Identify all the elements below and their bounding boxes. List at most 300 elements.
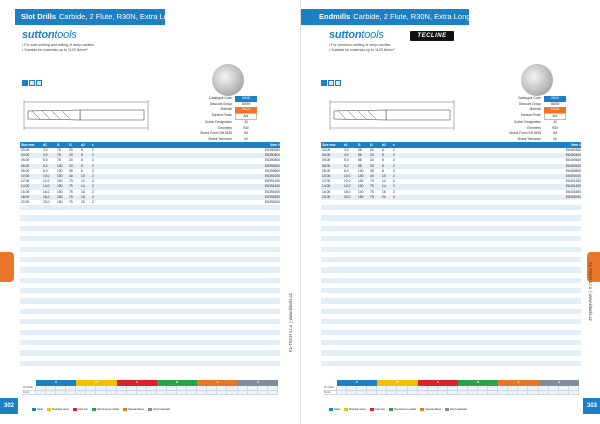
cutting-data-cell [569,391,579,395]
cutting-data-cell [458,391,468,395]
table-cell: 6 [382,153,384,158]
table-cell: 75 [370,184,374,189]
cutting-data-cell [268,391,278,395]
table-cell: 3,0 [344,148,349,152]
table-header-cell: l2 [69,143,72,147]
table-header-cell: Item # [270,143,280,147]
cutting-data-cell [569,386,579,390]
cutting-data-cell [127,386,137,390]
table-cell: 100 [57,163,63,168]
cutting-data-cell [96,386,106,390]
product-title-bar: Slot Drills Carbide, 2 Flute, R30N, Extra Long [15,9,165,25]
table-header-cell: Size mm [21,143,35,147]
spec-value: R30 [552,125,558,130]
cutting-data-cell [559,391,569,395]
table-cell: 6 [81,148,83,152]
spec-label: Geometry [218,125,232,130]
cutting-data-cell [268,386,278,390]
cutting-data-cell [458,386,468,390]
spec-value: 36559 [241,101,251,106]
legend-swatch [148,408,152,411]
cutting-data-cell [528,386,538,390]
spec-label: Sutton Designation [205,120,232,124]
table-cell: 8,0 [43,168,48,173]
table-cell: 150 [57,199,63,204]
table-cell: 14.00 [322,184,331,189]
cutting-data-cell [86,386,96,390]
material-group-m: M [377,380,417,386]
table-cell: 8 [81,168,83,173]
table-cell: E6390800 [264,168,280,173]
cutting-data-cell [418,386,428,390]
table-header-cell: z [92,143,94,147]
legend-swatch [73,408,77,411]
product-table [321,142,581,366]
spec-label: Shank Form DIN 6535 [200,131,232,135]
table-cell: 08.00 [21,168,30,173]
table-cell: 03.00 [322,148,331,152]
table-cell: 12.00 [21,179,30,184]
table-cell: 2 [92,153,94,158]
table-cell: 2 [393,194,395,199]
cutting-data-cell [347,391,357,395]
table-cell: 20 [370,158,374,163]
legend-label: Special alloys [425,408,441,411]
tool-photo [212,64,244,96]
cutting-data-cell [107,386,117,390]
flute-icon [335,80,341,86]
coating-icon [328,80,334,86]
cutting-data-cell [197,391,207,395]
spec-value: h6 [244,136,248,141]
cutting-data-cell [66,391,76,395]
table-cell: 10,0 [43,173,50,178]
tool-drawing-icon [20,98,152,132]
table-cell: 16,0 [43,189,50,194]
material-group-h: H [539,380,579,386]
tool-photo [521,64,553,96]
cutting-data-cell [528,391,538,395]
table-cell: 150 [57,179,63,184]
table-cell: 14,0 [344,184,351,189]
catalogue-page-right [300,0,600,424]
table-cell: 150 [358,194,364,199]
table-cell: 20 [382,194,386,199]
table-cell: 5,0 [344,158,349,163]
cutting-data-cell [518,391,528,395]
product-title-bar: Endmills Carbide, 2 Flute, R30N, Extra Long [301,9,469,25]
feature-icons [321,80,341,86]
table-cell: 16.00 [322,189,331,194]
cutting-data-label: Vc m/min [22,386,36,390]
legend-label: Hard materials [152,408,170,411]
spec-value: 36559 [550,101,560,106]
table-cell: 2 [92,194,94,199]
cutting-data-cell [107,391,117,395]
table-cell: E6401000 [565,173,581,178]
spec-value: R30 [243,125,249,130]
cutting-data-cell [86,391,96,395]
material-group-s: S [197,380,237,386]
cutting-data-cell [238,386,248,390]
table-cell: 75 [69,199,73,204]
spec-label: Discount Group [209,101,232,106]
cutting-data-cell [147,391,157,395]
cutting-data-cell [137,386,147,390]
cutting-data-cell [367,391,377,395]
legend-item [47,408,69,411]
cutting-data-cell [137,391,147,395]
spec-value: HA [552,131,558,135]
table-cell: 2 [92,173,94,178]
table-cell: 75 [370,189,374,194]
table-cell: 100 [358,173,364,178]
cutting-data-row [323,391,579,396]
cutting-data-cell [147,386,157,390]
table-cell: 35 [370,168,374,173]
legend-item [389,408,416,411]
feature-item: • For safe slotting and milling of deep cavities [22,43,94,47]
spec-label: Shank Tolerance [517,136,541,141]
table-cell: 2 [92,199,94,204]
spec-table [180,96,257,142]
table-cell: 100 [358,179,364,184]
table-cell: 20.00 [322,194,331,199]
table-cell: 2 [92,158,94,163]
table-cell: 100 [57,168,63,173]
table-cell: 12.00 [322,179,331,184]
table-cell: 2 [393,189,395,194]
tecline-logo: TECLINE [410,31,454,41]
cutting-data-cell [357,386,367,390]
cutting-data-cell [488,391,498,395]
table-cell: 20 [69,158,73,163]
cutting-data-cell [248,386,258,390]
cutting-data-cell [46,386,56,390]
cutting-data-cell [498,386,508,390]
cutting-data-cell [559,386,569,390]
table-cell: E6401400 [565,184,581,189]
cutting-data-cell [227,386,237,390]
cutting-data-cell [549,386,559,390]
table-cell: 14 [81,184,85,189]
cutting-data-cell [357,391,367,395]
table-row[interactable] [20,200,280,205]
spec-label: Catalogue Code [517,96,541,100]
table-cell: 20,0 [344,194,351,199]
material-group-p: P [36,380,76,386]
cutting-data-cell [518,386,528,390]
feature-item: • Suitable for materials up to 1100 N/mm² [329,48,395,52]
cutting-data-cell [56,391,66,395]
table-cell: 03.00 [21,148,30,152]
cutting-data-cell [36,391,46,395]
cutting-data-cell [367,386,377,390]
cutting-data-cell [197,386,207,390]
table-cell: 2 [393,148,395,152]
cutting-data-cell [258,391,268,395]
spec-label: Shank Tolerance [208,136,232,141]
table-cell: 12 [382,179,386,184]
legend-swatch [47,408,51,411]
table-cell: 18.00 [21,194,30,199]
material-group-k: K [117,380,157,386]
table-cell: E6401200 [565,179,581,184]
material-legend [32,408,170,411]
cutting-data-cell [187,391,197,395]
cutting-data-cell [448,391,458,395]
spec-label: Catalogue Code [208,96,232,100]
table-cell: 150 [57,194,63,199]
material-group-s: S [498,380,538,386]
table-header-cell: d1 [43,143,47,147]
brand-logo: suttontools [22,29,77,41]
table-cell: 05.00 [322,158,331,163]
spec-value: SUCA [235,107,257,113]
cutting-data-cell [418,391,428,395]
legend-item [329,408,340,411]
cutting-data-cell [76,386,86,390]
table-cell: 100 [358,168,364,173]
table-cell: 06.00 [322,163,331,168]
table-cell: 20 [370,153,374,158]
feature-item: • Suitable for materials up to 1100 N/mm² [22,48,88,52]
legend-label: Special alloys [128,408,144,411]
table-cell: 12 [81,179,85,184]
cutting-data-cell [207,386,217,390]
table-cell: 3,0 [43,148,48,152]
table-cell: 75 [57,158,61,163]
cutting-data-cell [428,391,438,395]
side-text: KL-TECH s.r.o. | www.kltools.cz [288,293,293,352]
table-cell: E6400600 [565,163,581,168]
section-tab[interactable] [0,252,14,282]
legend-swatch [92,408,96,411]
cutting-data-label: fz mm [323,391,337,395]
table-cell: 70 [69,179,73,184]
spec-value: E638 [235,96,257,102]
cutting-data-cell [438,391,448,395]
legend-label: Hard materials [449,408,467,411]
product-table [20,142,280,366]
material-legend [329,408,467,411]
spec-label: Material [529,107,541,111]
spec-row [489,113,566,121]
table-cell: 18,0 [43,194,50,199]
table-header-cell: l1 [358,143,361,147]
table-filler-row [321,361,581,366]
table-cell: 6 [81,153,83,158]
table-cell: 30 [69,163,73,168]
table-cell: 12,0 [43,179,50,184]
table-filler-row [20,361,280,366]
cutting-data-cell [66,386,76,390]
table-cell: 05.00 [21,158,30,163]
table-cell: E6401600 [565,189,581,194]
table-cell: 8,0 [344,168,349,173]
legend-item [445,408,467,411]
cutting-data-cell [508,391,518,395]
cutting-data-label: Vc m/min [323,386,337,390]
table-cell: 2 [393,158,395,163]
table-header-cell: Item # [571,143,581,147]
legend-swatch [329,408,333,411]
table-header-cell: Size mm [322,143,336,147]
cutting-data-cell [167,391,177,395]
spec-label: Shank Form DIN 6535 [509,131,541,135]
table-cell: 10 [81,173,85,178]
table-cell: 25 [370,163,374,168]
spec-label: Surface Finish [211,112,232,117]
table-cell: 20 [370,148,374,152]
cutting-data-cell [217,391,227,395]
table-cell: 6,0 [344,163,349,168]
material-group-n: N [458,380,498,386]
table-cell: 8 [382,168,384,173]
cutting-data-cell [539,391,549,395]
cutting-data-cell [117,386,127,390]
feature-list [22,43,94,53]
table-header-cell: d2 [382,143,386,147]
side-text: KL-TECH s.r.o. | www.kltools.cz [588,262,593,321]
table-cell: 20 [69,153,73,158]
cutting-data-cell [478,386,488,390]
table-cell: E6402000 [565,194,581,199]
brand-logo: suttontools [329,29,384,41]
table-cell: 58 [358,163,362,168]
table-cell: 4,0 [344,153,349,158]
table-cell: 2 [393,163,395,168]
table-cell: 6,0 [43,163,48,168]
table-cell: 75 [69,194,73,199]
cutting-data-cell [539,386,549,390]
table-cell: 2 [393,173,395,178]
table-cell: E6391800 [264,194,280,199]
table-cell: E6391400 [264,184,280,189]
table-cell: 100 [358,184,364,189]
spec-value: HA [243,131,249,135]
cutting-data-cell [549,391,559,395]
spec-value: 30 [553,120,557,124]
table-cell: 2 [92,184,94,189]
table-cell: 10 [382,173,386,178]
legend-swatch [445,408,449,411]
table-cell: 2 [393,168,395,173]
cutting-data-table [22,380,278,395]
cutting-data-cell [428,386,438,390]
table-cell: 14,0 [43,184,50,189]
spec-label: Sutton Designation [514,120,541,124]
table-cell: 6 [382,163,384,168]
cutting-data-cell [397,391,407,395]
table-cell: E6391000 [264,173,280,178]
table-cell: 58 [358,148,362,152]
table-cell: 08.00 [322,168,331,173]
table-cell: E6400400 [565,153,581,158]
cutting-data-cell [46,391,56,395]
table-cell: 5,0 [43,158,48,163]
cutting-data-cell [478,391,488,395]
legend-item [123,408,144,411]
table-cell: 20 [69,148,73,152]
table-cell: 75 [69,189,73,194]
table-cell: 58 [358,153,362,158]
table-cell: 2 [92,148,94,152]
table-cell: E6391600 [264,189,280,194]
feature-item: • For precision slotting of deep cavities [329,43,391,47]
material-group-h: H [238,380,278,386]
table-cell: 35 [69,168,73,173]
legend-label: Cast iron [77,408,89,411]
spec-value: 30 [244,120,248,124]
table-cell: 16.00 [21,189,30,194]
table-cell: 4,0 [43,153,48,158]
spec-value: E640 [544,96,566,102]
legend-label: Stainless steel [348,408,366,411]
coating-icon [29,80,35,86]
spec-value: h6 [553,136,557,141]
legend-swatch [123,408,127,411]
cutting-data-cell [387,391,397,395]
cutting-data-cell [397,386,407,390]
cutting-data-cell [387,386,397,390]
table-header-cell: d2 [81,143,85,147]
cutting-data-cell [177,391,187,395]
table-cell: 16 [81,189,85,194]
table-cell: 10,0 [344,173,351,178]
cutting-data-cell [167,386,177,390]
legend-item [32,408,43,411]
legend-swatch [344,408,348,411]
legend-label: Stainless steel [51,408,69,411]
cutting-data-cell [508,386,518,390]
cutting-data-cell [337,391,347,395]
table-cell: 18 [81,194,85,199]
cutting-data-cell [187,386,197,390]
table-cell: 6 [382,158,384,163]
cutting-data-cell [408,391,418,395]
table-header-cell: d1 [344,143,348,147]
table-cell: 16,0 [344,189,351,194]
cutting-data-cell [468,391,478,395]
cutting-data-cell [337,386,347,390]
cutting-data-cell [177,386,187,390]
table-cell: 04.00 [322,153,331,158]
table-cell: 04.00 [21,153,30,158]
table-cell: 100 [57,173,63,178]
legend-swatch [32,408,36,411]
legend-item [344,408,366,411]
table-cell: 150 [57,189,63,194]
spec-value: Ahr [544,113,566,121]
feature-icons [22,80,42,86]
table-row[interactable] [321,195,581,200]
cutting-data-cell [248,391,258,395]
cutting-data-cell [498,391,508,395]
table-cell: 150 [57,184,63,189]
table-cell: 40 [69,173,73,178]
cutting-data-cell [488,386,498,390]
table-cell: 2 [92,163,94,168]
material-group-m: M [76,380,116,386]
table-cell: 6 [382,148,384,152]
table-cell: E6400800 [565,168,581,173]
cutting-data-cell [238,391,248,395]
table-cell: 100 [358,189,364,194]
table-cell: 06.00 [21,163,30,168]
table-cell: 6 [81,158,83,163]
flute-icon [36,80,42,86]
